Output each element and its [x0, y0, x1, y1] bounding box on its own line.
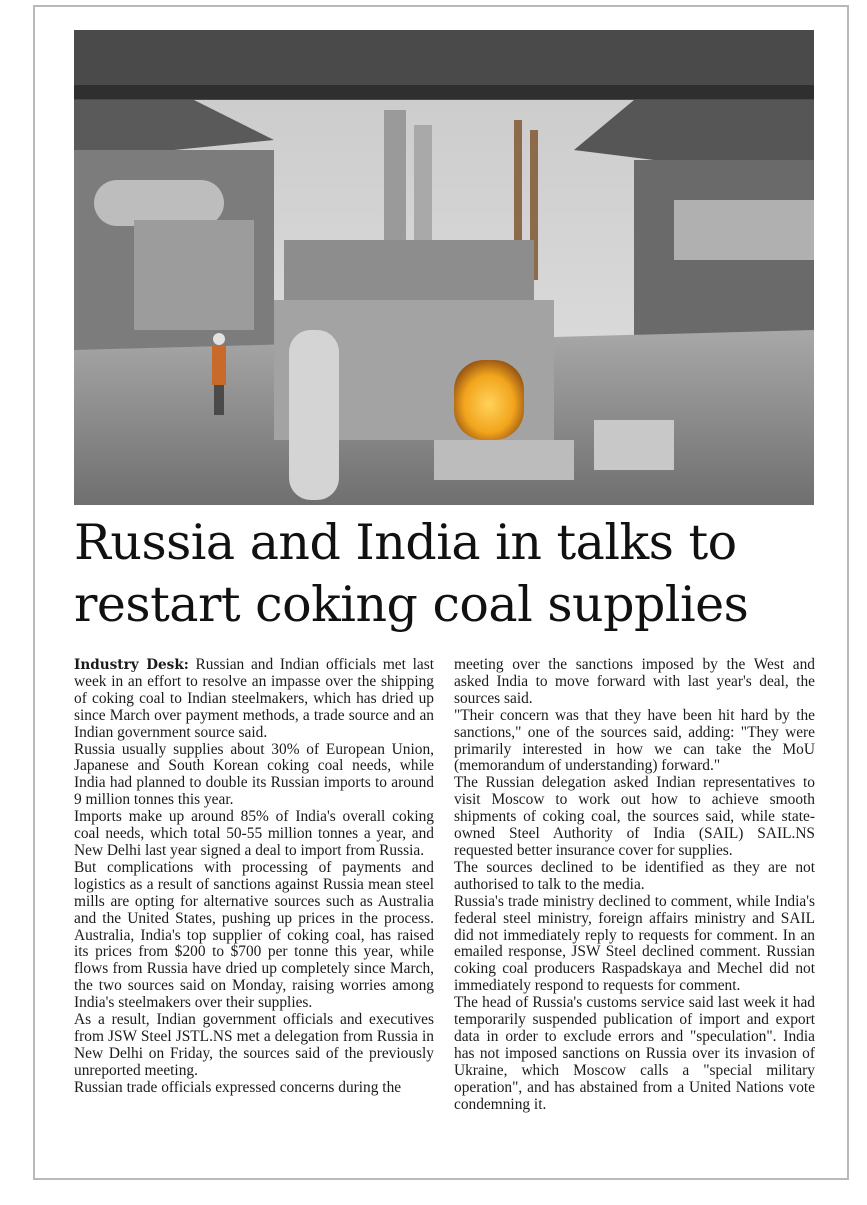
article-photo: [74, 30, 814, 505]
paragraph: Russia usually supplies about 30% of European Union, Japanese and South Korean coking coal needs, while India had planned to double its Russian imports to around 9 million tonnes this year.: [74, 740, 434, 809]
headline-line-2: restart coking coal supplies: [74, 576, 749, 633]
paragraph: Industry Desk: Russian and Indian officials met last week in an effort to resolve an impasse over the shipping of coking coal to Indian steelmakers, which has dried up since March over payment methods, a trade source and an Indian government source said.: [74, 656, 434, 741]
paragraph: meeting over the sanctions imposed by the West and asked India to move forward with last year's deal, the sources said.: [454, 656, 815, 707]
article-column-right: [454, 657, 815, 1113]
paragraph: Russia's trade ministry declined to comment, while India's federal steel ministry, foreign affairs ministry and SAIL did not immediately reply to requests for comment. In an emailed response, JSW Steel declined comment. Russian coking coal producers Raspadskaya and Mechel did not immediately respond to requests for comment.: [454, 892, 815, 995]
paragraph: Russian trade officials expressed concerns during the: [74, 1078, 402, 1096]
paragraph: The sources declined to be identified as they are not authorised to talk to the media.: [454, 858, 815, 893]
paragraph: "Their concern was that they have been hit hard by the sanctions," one of the sources said, adding: "They were primarily interested in how we can take the MoU (memorandum of understanding) forward.": [454, 706, 815, 775]
paragraph: The Russian delegation asked Indian representatives to visit Moscow to work out how to achieve smooth shipments of coking coal, the sources said, while state-owned Steel Authority of India (SAIL) SAIL.NS requested better insurance cover for supplies.: [454, 774, 815, 859]
byline: Industry Desk:: [74, 657, 189, 673]
paragraph: The head of Russia's customs service said last week it had temporarily suspended publication of import and export data in order to exclude errors and "speculation". India has not imposed sanctions on Russia over its invasion of Ukraine, which Moscow calls a "special military operation", and has abstained from a United Nations vote condemning it.: [454, 994, 815, 1113]
article-column-left: [74, 657, 434, 1097]
paragraph: Imports make up around 85% of India's overall coking coal needs, which total 50-55 million tonnes a year, and New Delhi last year signed a deal to import from Russia.: [74, 808, 434, 859]
paragraph: But complications with processing of payments and logistics as a result of sanctions against Russia mean steel mills are opting for alternative sources such as Australia and the United States, pushing up prices in the process. Australia, India's top supplier of coking coal, has raised its prices from $200 to $700 per tonne this year, while flows from Russia have dried up completely since March, the two sources said on Monday, raising worries among India's steelmakers over their supplies.: [74, 858, 434, 1012]
paragraph: As a result, Indian government officials and executives from JSW Steel JSTL.NS met a delegation from Russia in New Delhi on Friday, the sources said of the previously unreported meeting.: [74, 1011, 434, 1079]
headline-line-1: Russia and India in talks to: [74, 514, 737, 571]
headline: [74, 512, 834, 636]
steel-plant-illustration: [74, 30, 814, 505]
